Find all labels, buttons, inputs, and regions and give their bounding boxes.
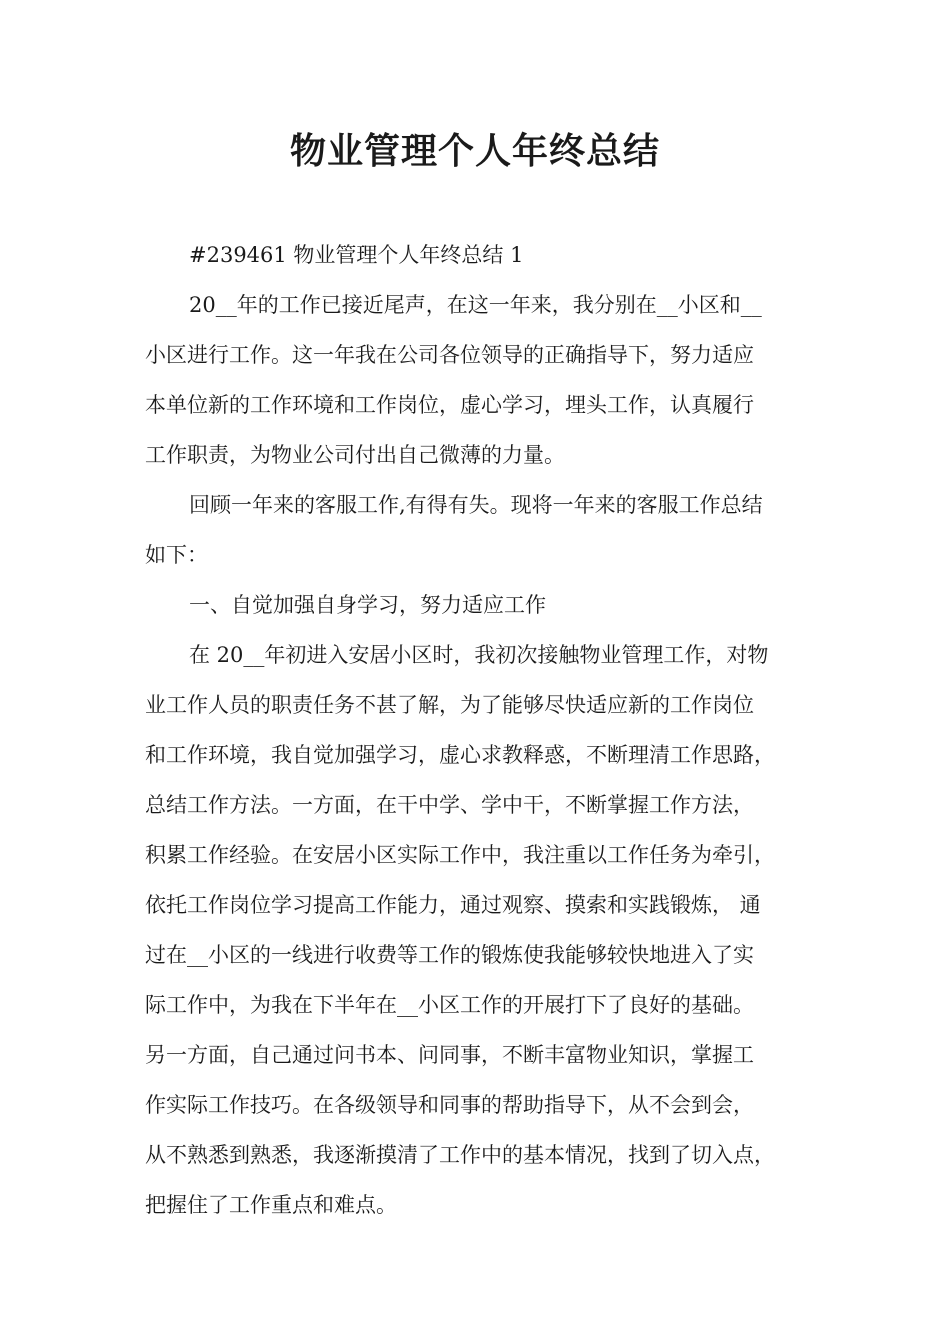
text-line: 如下： — [145, 543, 208, 567]
text-line: 把握住了工作重点和难点。 — [145, 1193, 397, 1217]
document-body — [145, 230, 820, 1230]
text-line: 从不熟悉到熟悉，我逐渐摸清了工作中的基本情况，找到了切入点， — [145, 1143, 775, 1167]
text-line: 另一方面，自己通过问书本、问同事，不断丰富物业知识，掌握工 — [145, 1043, 754, 1067]
text-line: 工作职责，为物业公司付出自己微薄的力量。 — [145, 443, 565, 467]
text-line: #239461 物业管理个人年终总结 1 — [189, 243, 524, 267]
document-title: 物业管理个人年终总结 — [289, 131, 660, 172]
text-line: 依托工作岗位学习提高工作能力，通过观察、摸索和实践锻炼， 通 — [145, 893, 761, 917]
text-line: 积累工作经验。在安居小区实际工作中，我注重以工作任务为牵引， — [145, 843, 775, 867]
text-line: 和工作环境，我自觉加强学习，虚心求教释惑，不断理清工作思路， — [145, 743, 775, 767]
text-line: 际工作中，为我在下半年在__小区工作的开展打下了良好的基础。 — [145, 993, 754, 1017]
text-line: 回顾一年来的客服工作,有得有失。现将一年来的客服工作总结 — [189, 493, 763, 517]
text-line: 在 20__年初进入安居小区时，我初次接触物业管理工作，对物 — [189, 643, 769, 667]
text-line: 业工作人员的职责任务不甚了解，为了能够尽快适应新的工作岗位 — [145, 693, 754, 717]
text-line: 小区进行工作。这一年我在公司各位领导的正确指导下，努力适应 — [145, 343, 754, 367]
text-line: 过在__小区的一线进行收费等工作的锻炼使我能够较快地进入了实 — [145, 943, 754, 967]
text-line: 本单位新的工作环境和工作岗位，虚心学习，埋头工作，认真履行 — [145, 393, 754, 417]
section-heading: 一、自觉加强自身学习，努力适应工作 — [189, 593, 546, 617]
text-line: 总结工作方法。一方面，在干中学、学中干，不断掌握工作方法， — [145, 793, 754, 817]
text-line: 20__年的工作已接近尾声，在这一年来，我分别在__小区和__ — [189, 293, 762, 317]
text-line: 作实际工作技巧。在各级领导和同事的帮助指导下，从不会到会， — [145, 1093, 754, 1117]
